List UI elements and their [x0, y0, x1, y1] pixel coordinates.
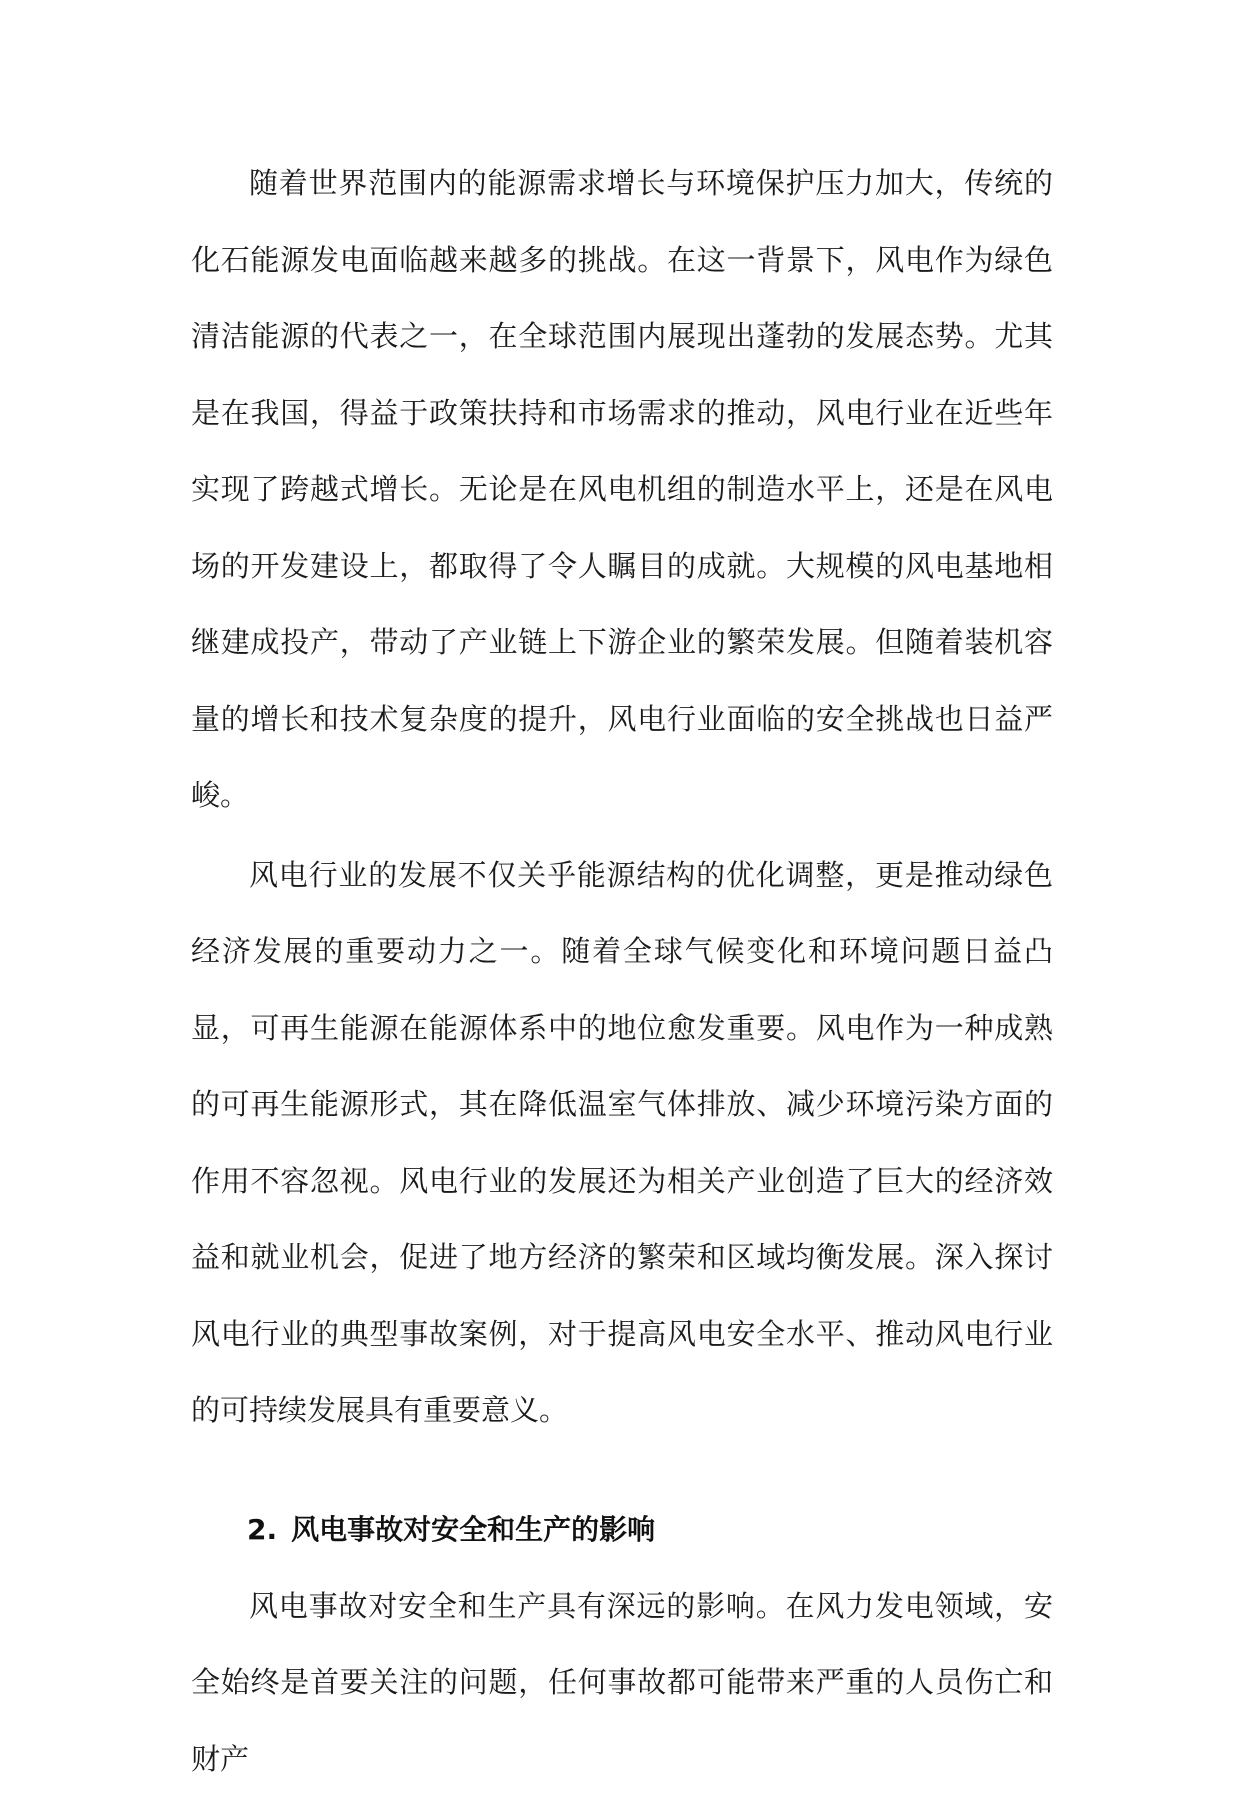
section-title: 风电事故对安全和生产的影响 [291, 1513, 655, 1546]
body-paragraph: 风电行业的发展不仅关乎能源结构的优化调整，更是推动绿色经济发展的重要动力之一。随着全球气候变化和环境问题日益凸显，可再生能源在能源体系中的地位愈发重要。风电作为一种成熟的可再生能源形式，其在降低温室气体排放、减少环境污染方面的作用不容忽视。风电行业的发展还为相关产业创造了巨大的经济效益和就业机会，促进了地方经济的繁荣和区域均衡发展。深入探讨风电行业的典型事故案例，对于提高风电安全水平、推动风电行业的可持续发展具有重要意义。 [191, 837, 1053, 1449]
document-body [191, 145, 1053, 1797]
section-number: 2. [247, 1513, 277, 1546]
section-heading [191, 1492, 1053, 1568]
body-paragraph: 随着世界范围内的能源需求增长与环境保护压力加大，传统的化石能源发电面临越来越多的挑战。在这一背景下，风电作为绿色清洁能源的代表之一，在全球范围内展现出蓬勃的发展态势。尤其是在我国，得益于政策扶持和市场需求的推动，风电行业在近些年实现了跨越式增长。无论是在风电机组的制造水平上，还是在风电场的开发建设上，都取得了令人瞩目的成就。大规模的风电基地相继建成投产，带动了产业链上下游企业的繁荣发展。但随着装机容量的增长和技术复杂度的提升，风电行业面临的安全挑战也日益严峻。 [191, 145, 1053, 834]
section-paragraph: 风电事故对安全和生产具有深远的影响。在风力发电领域，安全始终是首要关注的问题，任何事故都可能带来严重的人员伤亡和财产 [191, 1568, 1053, 1797]
